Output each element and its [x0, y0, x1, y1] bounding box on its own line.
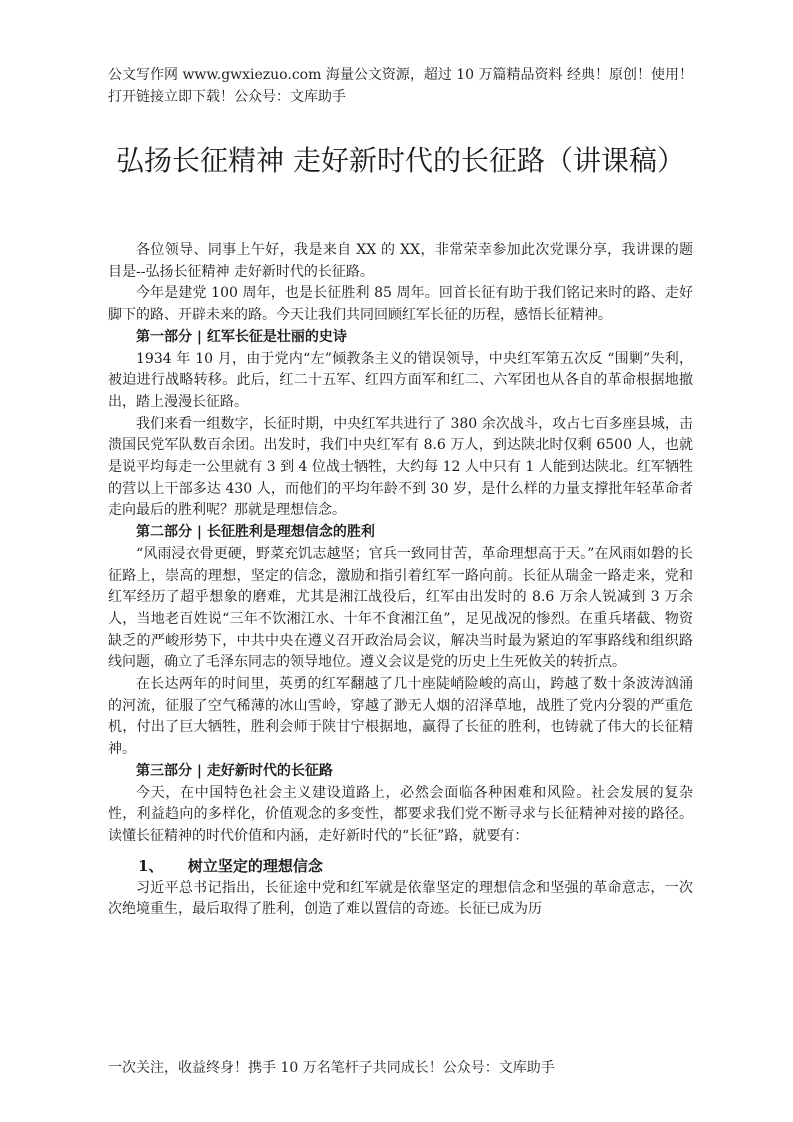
- article-body: [108, 240, 693, 921]
- subsection-number: 1、: [138, 856, 164, 875]
- paragraph: 今年是建党 100 周年，也是长征胜利 85 周年。回首长征有助于我们铭记来时的路、走好脚下的路、开辟未来的路。今天让我们共同回顾红军长征的历程，感悟长征精神。: [108, 285, 693, 324]
- section-heading: 第三部分 | 走好新时代的长征路: [136, 762, 333, 779]
- section-heading: 第一部分 | 红军长征是壮丽的史诗: [136, 328, 347, 345]
- footer-note: 一次关注，收益终身！携手 10 万名笔杆子共同成长！公众号：文库助手: [108, 1060, 555, 1076]
- page-title: 弘扬长征精神 走好新时代的长征路（讲课稿）: [116, 144, 685, 177]
- paragraph: 1934 年 10 月，由于党内“左”倾教条主义的错误领导，中央红军第五次反 “围剿”失利，被迫进行战略转移。此后，红二十五军、红四方面军和红二、六军团也从各自的革命根据地撤出，踏上漫漫长征路。: [108, 350, 693, 410]
- paragraph: 在长达两年的时间里，英勇的红军翻越了几十座陡峭险峻的高山，跨越了数十条波涛汹涌的河流，征服了空气稀薄的冰山雪岭，穿越了渺无人烟的沼泽草地，战胜了党内分裂的严重危机，付出了巨大牺牲，胜利会师于陕甘宁根据地，赢得了长征的胜利，也铸就了伟大的长征精神。: [108, 676, 693, 758]
- paragraph: 习近平总书记指出，长征途中党和红军就是依靠坚定的理想信念和坚强的革命意志，一次次绝境重生，最后取得了胜利，创造了难以置信的奇迹。长征已成为历: [108, 879, 693, 918]
- paragraph: “风雨浸衣骨更硬，野菜充饥志越坚；官兵一致同甘苦，革命理想高于天。”在风雨如磐的长征路上，崇高的理想，坚定的信念，激励和指引着红军一路向前。长征从瑞金一路走来，党和红军经历了超乎想象的磨难，尤其是湘江战役后，红军由出发时的 8.6 万余人锐减到 3 万余人，当地老百姓说“三年不饮湘江水、十年不食湘江鱼”，足见战况的惨烈。在重兵堵截、物资缺乏的严峻形势下，中共中央在遵义召开政治局会议，解决当时最为紧迫的军事路线和组织路线问题，确立了毛泽东同志的领导地位。遵义会议是党的历史上生死攸关的转折点。: [108, 545, 693, 671]
- paragraph: 今天，在中国特色社会主义建设道路上，必然会面临各种困难和风险。社会发展的复杂性，利益趋向的多样化，价值观念的多变性，都要求我们党不断寻求与长征精神对接的路径。读懂长征精神的时代价值和内涵，走好新时代的“长征”路，就要有：: [108, 784, 693, 844]
- subsection-heading: [108, 854, 693, 878]
- header-note: 公文写作网 www.gwxiezuo.com 海量公文资源，超过 10 万篇精品资料 经典！原创！使用！打开链接立即下载！公众号：文库助手: [108, 67, 693, 105]
- paragraph: 我们来看一组数字，长征时期，中央红军共进行了 380 余次战斗，攻占七百多座县城，击溃国民党军队数百余团。出发时，我们中央红军有 8.6 万人，到达陕北时仅剩 6500 人，也就是说平均每走一公里就有 3 到 4 位战士牺牲，大约每 12 人中只有 1 人能到达陕北。红军牺牲的营以上干部多达 430 人，而他们的平均年龄不到 30 岁，是什么样的力量支撑批年轻革命者走向最后的胜利呢？那就是理想信念。: [108, 415, 693, 519]
- section-heading: 第二部分 | 长征胜利是理想信念的胜利: [136, 524, 375, 541]
- subsection-title: 树立坚定的理想信念: [187, 856, 323, 875]
- paragraph: 各位领导、同事上午好，我是来自 XX 的 XX，非常荣幸参加此次党课分享，我讲课的题目是--弘扬长征精神 走好新时代的长征路。: [108, 242, 693, 280]
